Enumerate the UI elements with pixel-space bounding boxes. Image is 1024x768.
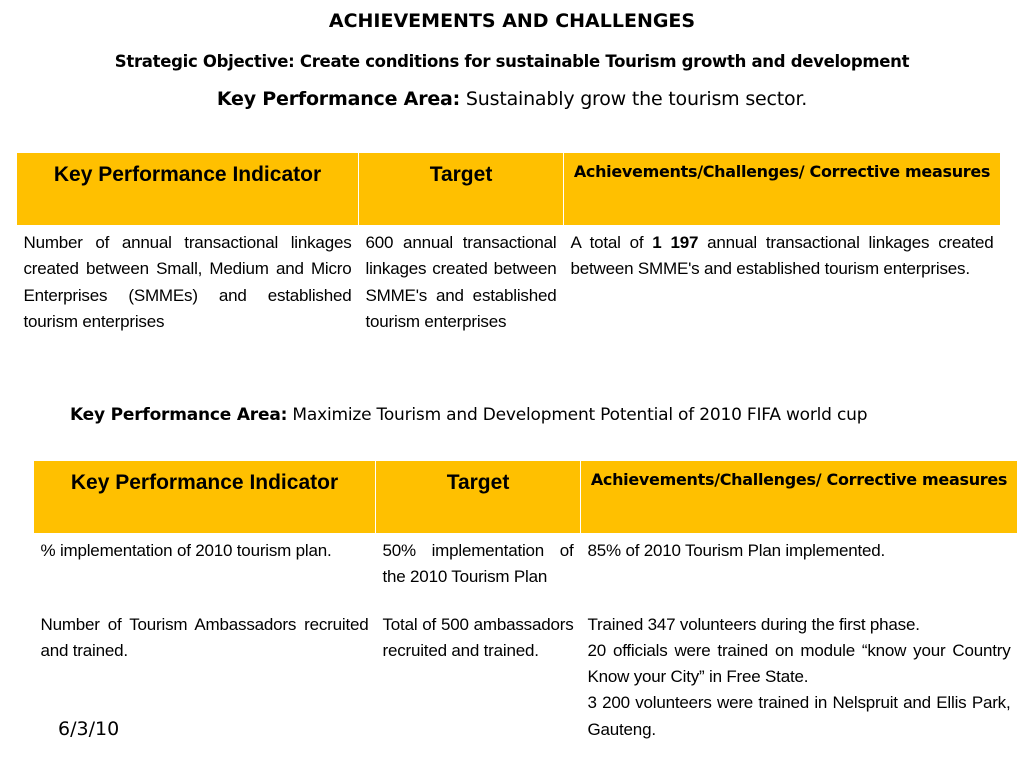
header-kpi: Key Performance Indicator <box>17 153 359 226</box>
achievement-cell <box>581 534 1018 608</box>
achievement-count: 1 197 <box>652 233 699 252</box>
achievement-item: 20 officials were trained on module “know your Country Know your City” in Free State. <box>587 640 1011 687</box>
kpa-value: Maximize Tourism and Development Potential of 2010 FIFA world cup <box>287 405 868 425</box>
kpi-table-1 <box>16 152 1001 339</box>
achievement-cell <box>581 608 1018 747</box>
footer-date: 6/3/10 <box>58 718 120 740</box>
achievement-text: A total of <box>570 233 653 252</box>
kpi-cell: % implementation of 2010 tourism plan. <box>40 541 332 560</box>
header-achievements: Achievements/Challenges/ Corrective measures <box>581 461 1018 534</box>
achievement-item: 85% of 2010 Tourism Plan implemented. <box>587 541 886 560</box>
achievement-cell <box>564 226 1001 340</box>
kpa-label: Key Performance Area: <box>216 88 461 110</box>
target-cell: 50% implementation of the 2010 Tourism Plan <box>382 541 574 587</box>
table-row <box>34 608 1018 747</box>
header-achievements: Achievements/Challenges/ Corrective measures <box>564 153 1001 226</box>
achievement-item: Trained 347 volunteers during the first phase. <box>587 614 920 634</box>
key-performance-area-1 <box>0 88 1024 110</box>
kpi-table-2 <box>33 460 1018 747</box>
header-target: Target <box>376 461 581 534</box>
kpi-cell: Number of annual transactional linkages created between Small, Medium and Micro Enterprises (SMMEs) and established tourism enterprises <box>23 233 352 331</box>
achievement-text: annual transactional linkages created between SMME's and established tourism enterprises. <box>570 233 994 279</box>
key-performance-area-2 <box>70 400 950 430</box>
kpa-label: Key Performance Area: <box>70 405 288 425</box>
kpa-value: Sustainably grow the tourism sector. <box>460 88 808 110</box>
target-cell: Total of 500 ambassadors recruited and trained. <box>382 614 574 660</box>
target-cell: 600 annual transactional linkages created between SMME's and established tourism enterprises <box>365 233 557 331</box>
page-title: ACHIEVEMENTS AND CHALLENGES <box>328 10 696 32</box>
strategic-objective: Strategic Objective: Create conditions for sustainable Tourism growth and development <box>114 52 910 71</box>
table-header-row <box>34 461 1018 534</box>
kpi-cell: Number of Tourism Ambassadors recruited and trained. <box>40 614 369 660</box>
header-target: Target <box>359 153 564 226</box>
achievement-item: 3 200 volunteers were trained in Nelspruit and Ellis Park, Gauteng. <box>587 693 1011 739</box>
table-row <box>34 534 1018 608</box>
header-kpi: Key Performance Indicator <box>34 461 376 534</box>
table-header-row <box>17 153 1001 226</box>
table-row <box>17 226 1001 340</box>
